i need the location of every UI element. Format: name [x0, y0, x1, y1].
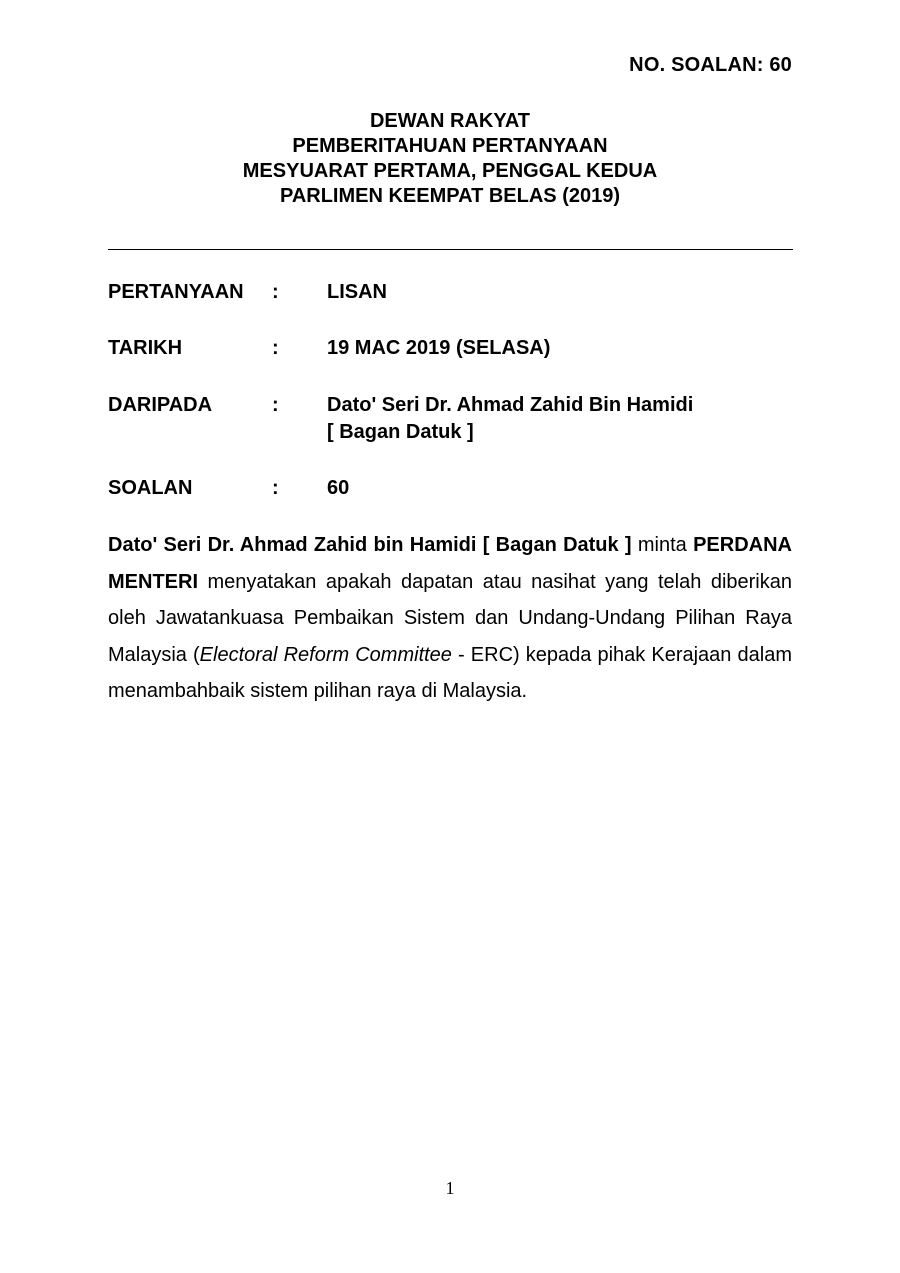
header-line-parliament: PARLIMEN KEEMPAT BELAS (2019) — [279, 185, 621, 207]
meta-label-soalan: SOALAN — [108, 477, 193, 499]
meta-label-pertanyaan: PERTANYAAN — [108, 281, 244, 303]
question-paragraph — [108, 527, 792, 710]
meta-colon: : — [272, 281, 279, 303]
header-line-meeting: MESYUARAT PERTAMA, PENGGAL KEDUA — [242, 160, 658, 182]
question-addressee: PERDANA MENTERI — [108, 534, 792, 593]
meta-colon: : — [272, 477, 279, 499]
meta-colon: : — [272, 337, 279, 359]
question-text-part: minta — [631, 534, 694, 556]
question-number: NO. SOALAN: 60 — [629, 54, 792, 76]
committee-english-name: Electoral Reform Committee — [199, 643, 452, 666]
page-number: 1 — [445, 1178, 455, 1198]
header-line-notice: PEMBERITAHUAN PERTANYAAN — [292, 135, 608, 157]
meta-value-daripada-constituency: [ Bagan Datuk ] — [327, 421, 474, 443]
question-asker: Dato' Seri Dr. Ahmad Zahid bin Hamidi [ Bagan Datuk ] — [108, 534, 632, 556]
question-text-part: - ERC) kepada pihak Kerajaan dalam menambahbaik sistem pilihan raya di Malaysia. — [108, 643, 792, 702]
header-divider — [108, 249, 793, 250]
meta-value-daripada-name: Dato' Seri Dr. Ahmad Zahid Bin Hamidi — [327, 394, 694, 416]
meta-label-daripada: DARIPADA — [108, 394, 213, 416]
question-text-part: menyatakan apakah dapatan atau nasihat yang telah diberikan oleh Jawatankuasa Pembaikan Sistem dan Undang-Undang Pilihan Raya Malaysia ( — [108, 570, 792, 666]
meta-value-pertanyaan: LISAN — [327, 281, 387, 303]
meta-value-tarikh: 19 MAC 2019 (SELASA) — [327, 337, 551, 359]
meta-colon: : — [272, 394, 279, 416]
document-header — [0, 109, 900, 209]
meta-label-tarikh: TARIKH — [108, 337, 183, 359]
meta-value-soalan: 60 — [327, 477, 350, 499]
header-line-dewan: DEWAN RAKYAT — [369, 110, 530, 132]
